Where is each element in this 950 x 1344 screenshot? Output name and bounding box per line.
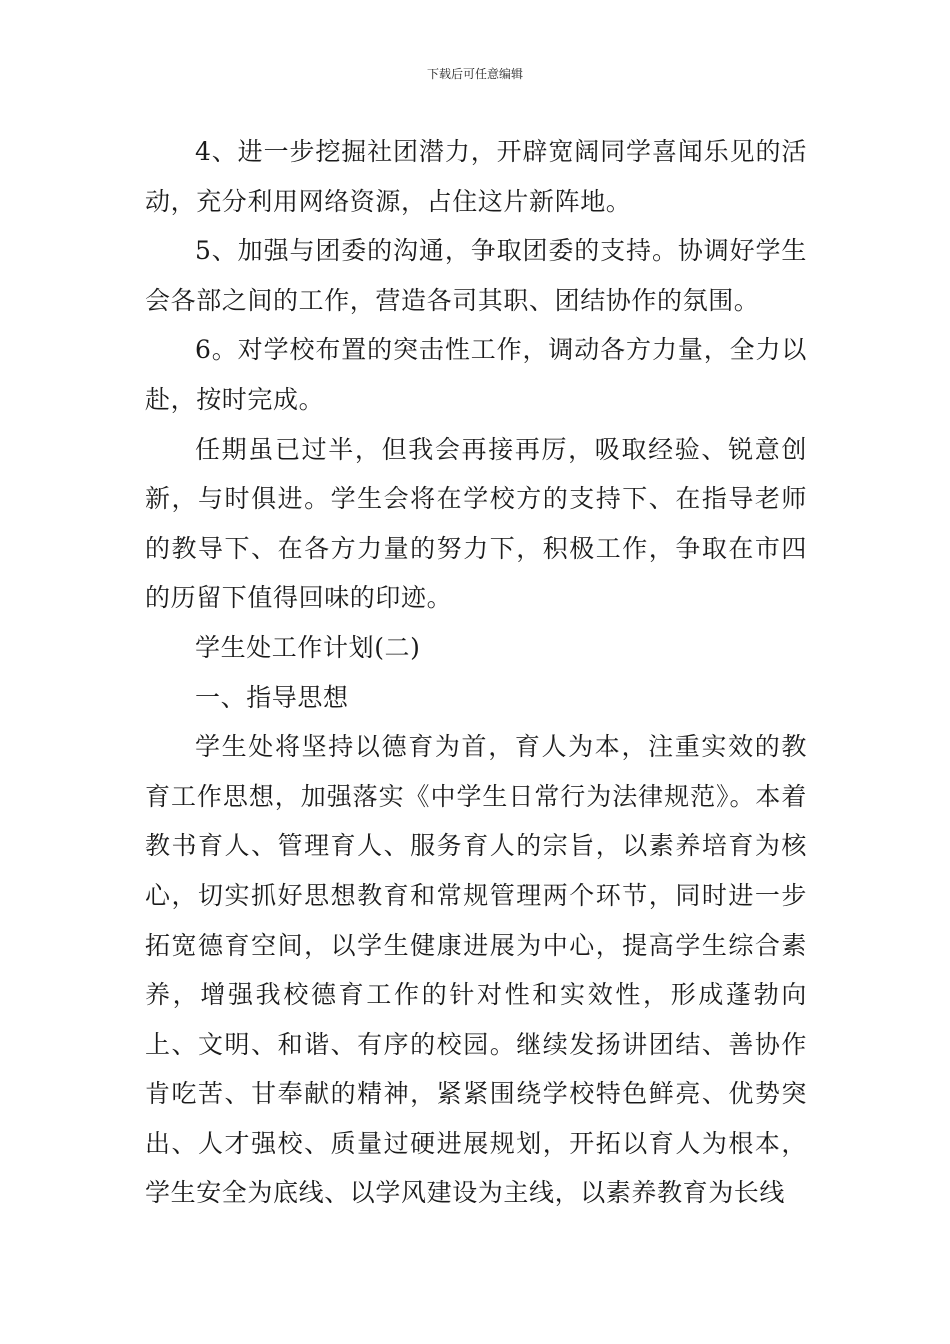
paragraph-item-6: 6。对学校布置的突击性工作，调动各方力量，全力以赴，按时完成。 bbox=[145, 335, 807, 414]
header-note: 下载后可任意编辑 bbox=[426, 67, 523, 81]
document-body bbox=[145, 127, 807, 1218]
section-heading-guiding-thought: 一、指导思想 bbox=[195, 682, 349, 712]
paragraph-item-4: 4、进一步挖掘社团潜力，开辟宽阔同学喜闻乐见的活动，充分利用网络资源，占住这片新阵地。 bbox=[145, 137, 807, 216]
paragraph-item-5: 5、加强与团委的沟通，争取团委的支持。协调好学生会各部之间的工作，营造各司其职、团结协作的氛围。 bbox=[145, 236, 807, 315]
paragraph-guiding-thought: 学生处将坚持以德育为首，育人为本，注重实效的教育工作思想，加强落实《中学生日常行为法律规范》。本着教书育人、管理育人、服务育人的宗旨，以素养培育为核心，切实抓好思想教育和常规管理两个环节，同时进一步拓宽德育空间，以学生健康进展为中心，提高学生综合素养，增强我校德育工作的针对性和实效性，形成蓬勃向上、文明、和谐、有序的校园。继续发扬讲团结、善协作肯吃苦、甘奉献的精神，紧紧围绕学校特色鲜亮、优势突出、人才强校、质量过硬进展规划，开拓以育人为根本，学生安全为底线、以学风建设为主线，以素养教育为长线 bbox=[145, 732, 807, 1208]
section-title: 学生处工作计划(二) bbox=[195, 632, 421, 662]
paragraph-term-summary: 任期虽已过半，但我会再接再厉，吸取经验、锐意创新，与时俱进。学生会将在学校方的支持下、在指导老师的教导下、在各方力量的努力下，积极工作，争取在市四的历留下值得回味的印迹。 bbox=[145, 434, 807, 613]
